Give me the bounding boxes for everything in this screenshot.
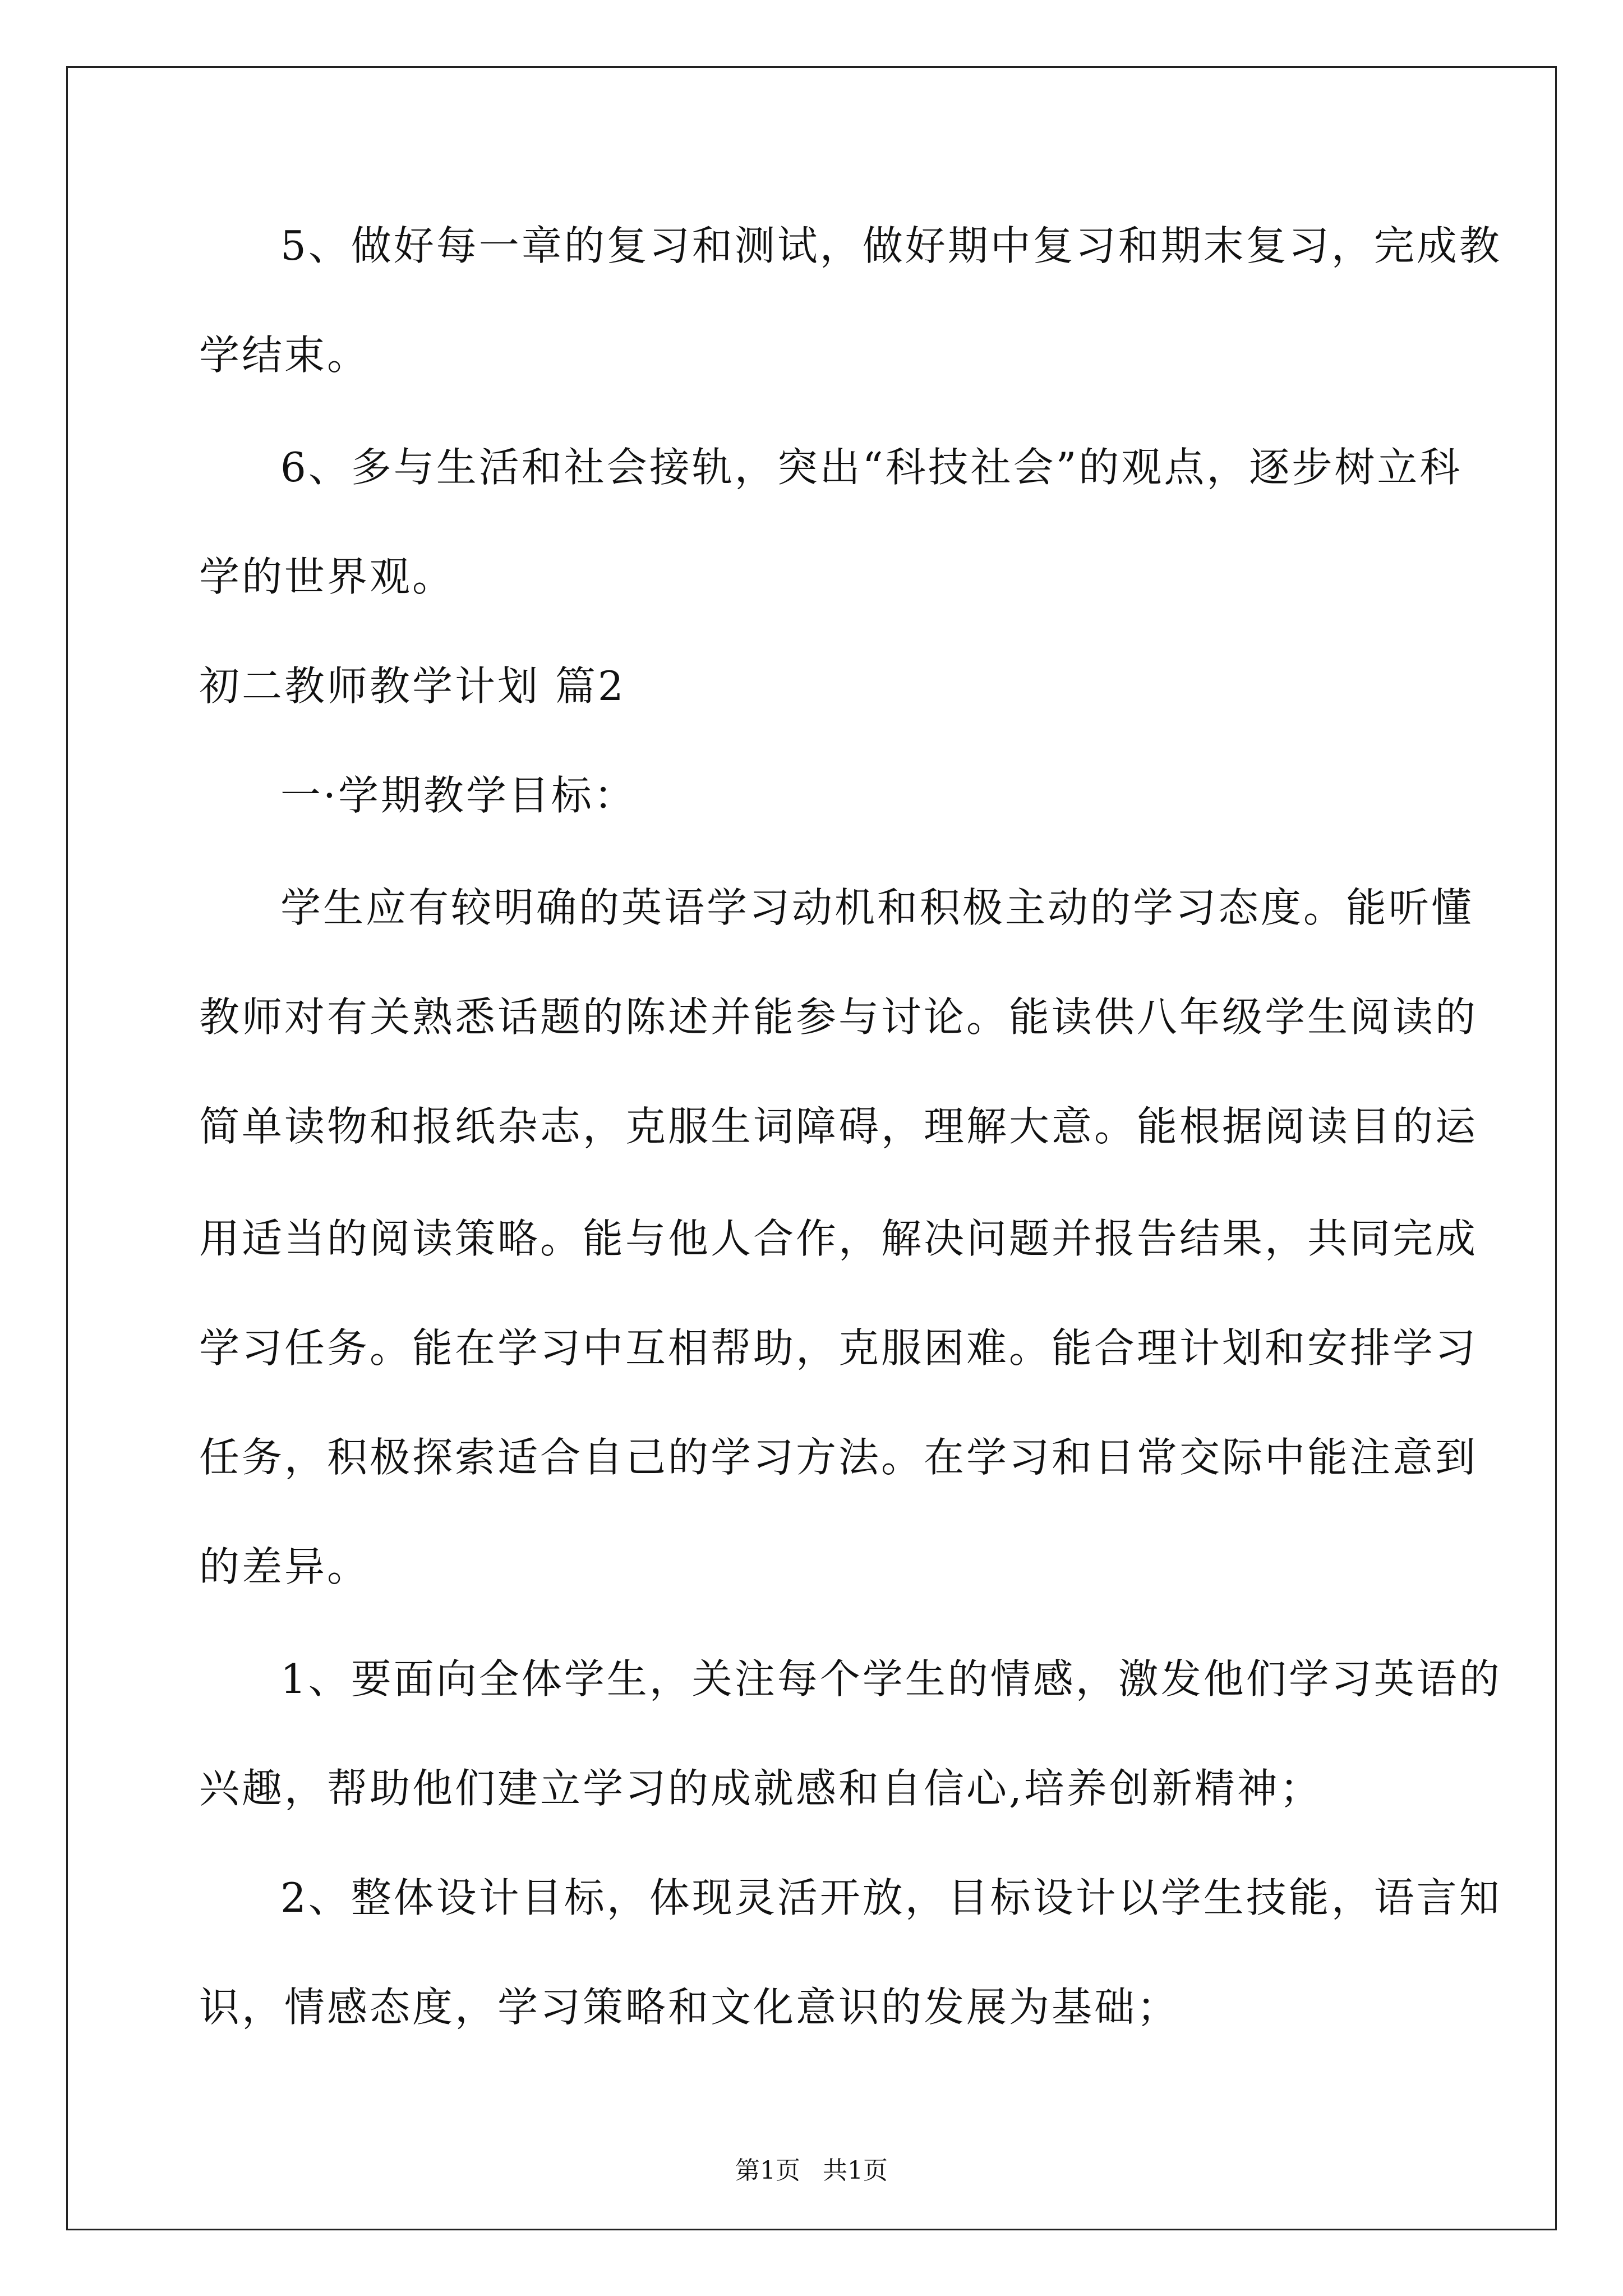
page-total: 共1页 bbox=[823, 2156, 888, 2185]
paragraph-line: 学习任务。能在学习中互相帮助，克服困难。能合理计划和安排学习 bbox=[199, 1324, 1478, 1372]
paragraph-line: 教师对有关熟悉话题的陈述并能参与讨论。能读供八年级学生阅读的 bbox=[199, 993, 1478, 1041]
section-heading: 初二教师教学计划 篇2 bbox=[199, 662, 626, 710]
paragraph-line: 的差异。 bbox=[199, 1543, 370, 1590]
paragraph-line: 简单读物和报纸杂志，克服生词障碍，理解大意。能根据阅读目的运 bbox=[199, 1103, 1478, 1150]
paragraph-line: 6、多与生活和社会接轨，突出“科技社会”的观点，逐步树立科 bbox=[280, 444, 1463, 491]
paragraph-line: 5、做好每一章的复习和测试，做好期中复习和期末复习，完成教 bbox=[280, 222, 1502, 269]
paragraph-line: 识，情感态度，学习策略和文化意识的发展为基础； bbox=[199, 1984, 1180, 2031]
paragraph-line: 2、整体设计目标，体现灵活开放，目标设计以学生技能，语言知 bbox=[280, 1874, 1502, 1921]
paragraph-line: 用适当的阅读策略。能与他人合作，解决问题并报告结果，共同完成 bbox=[199, 1215, 1478, 1262]
paragraph-line: 1、要面向全体学生，关注每个学生的情感，激发他们学习英语的 bbox=[280, 1655, 1502, 1703]
paragraph-line: 学生应有较明确的英语学习动机和积极主动的学习态度。能听懂 bbox=[280, 884, 1474, 931]
page-number: 第1页 bbox=[735, 2156, 800, 2185]
paragraph-line: 学结束。 bbox=[199, 332, 370, 379]
page-footer bbox=[0, 2154, 1623, 2188]
paragraph-line: 兴趣，帮助他们建立学习的成就感和自信心,培养创新精神； bbox=[199, 1765, 1322, 1812]
paragraph-line: 任务，积极探索适合自己的学习方法。在学习和日常交际中能注意到 bbox=[199, 1434, 1478, 1481]
paragraph-line: 学的世界观。 bbox=[199, 553, 455, 600]
subheading: 一·学期教学目标： bbox=[280, 772, 637, 819]
